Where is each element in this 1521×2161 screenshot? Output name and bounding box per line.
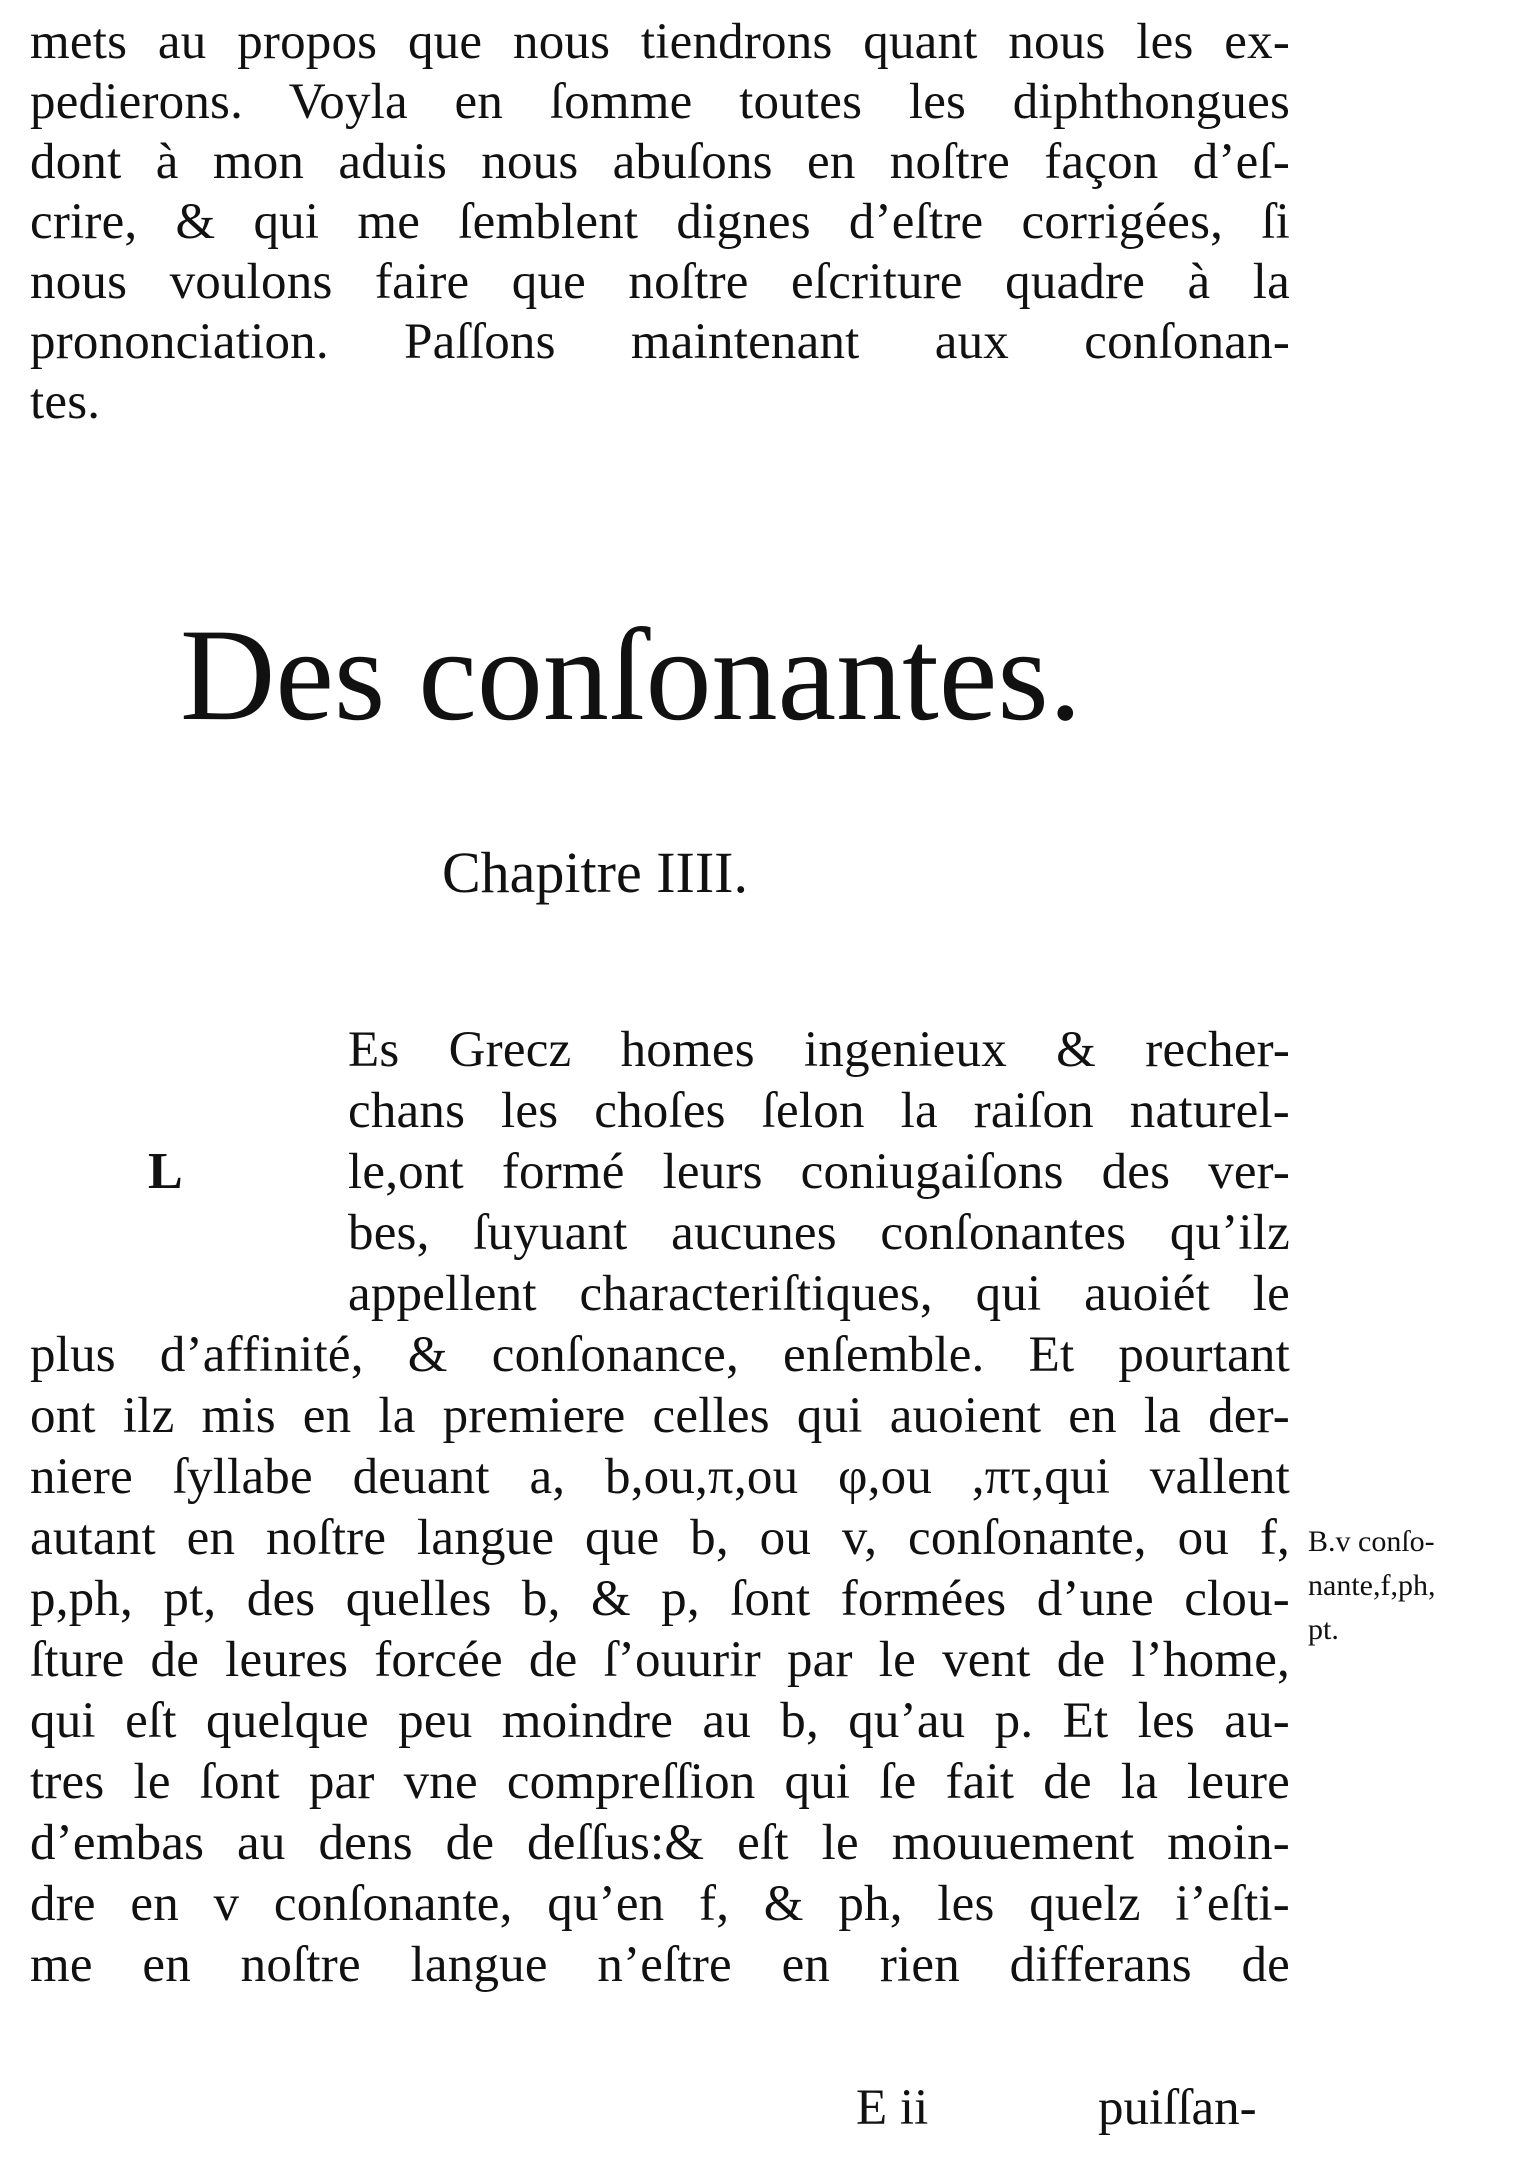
indented-line: chans les choſes ſelon la raiſon naturel- bbox=[348, 1083, 1290, 1139]
chapter-title: Chapitre IIII. bbox=[442, 840, 748, 905]
body-line: ont ilz mis en la premiere celles qui auoient en la der- bbox=[30, 1388, 1290, 1444]
body-line: autant en noſtre langue que b, ou v, conſonante, ou f, bbox=[30, 1510, 1290, 1566]
body-line: dre en v conſonante, qu’en f, & ph, les quelz i’eſti- bbox=[30, 1876, 1290, 1932]
body-line: plus d’affinité, & conſonance, enſemble. Et pourtant bbox=[30, 1327, 1290, 1383]
intro-line: mets au propos que nous tiendrons quant nous les ex- bbox=[30, 14, 1290, 70]
indented-line: le,ont formé leurs coniugaiſons des ver- bbox=[348, 1144, 1290, 1200]
intro-line: dont à mon aduis nous abuſons en noſtre façon d’eſ- bbox=[30, 134, 1290, 190]
intro-line: pedierons. Voyla en ſomme toutes les diphthongues bbox=[30, 74, 1290, 130]
body-line: me en noſtre langue n’eſtre en rien differans de bbox=[30, 1937, 1290, 1993]
section-heading: Des conſonantes. bbox=[180, 601, 1082, 748]
indented-line: bes, ſuyuant aucunes conſonantes qu’ilz bbox=[348, 1205, 1290, 1261]
intro-line: nous voulons faire que noſtre eſcriture quadre à la bbox=[30, 254, 1290, 310]
intro-line: tes. bbox=[30, 374, 101, 430]
indented-line: Es Grecz homes ingenieux & recher- bbox=[348, 1022, 1290, 1078]
signature-mark: E ii bbox=[856, 2080, 929, 2136]
body-line: qui eſt quelque peu moindre au b, qu’au p. Et les au- bbox=[30, 1693, 1290, 1749]
catchword: puiſſan- bbox=[1098, 2080, 1257, 2136]
margin-note-line: nante,f,ph, bbox=[1308, 1569, 1436, 1602]
body-line: ſture de leures forcée de ſ’ouurir par le vent de l’home, bbox=[30, 1632, 1290, 1688]
margin-note bbox=[1308, 1520, 1508, 1652]
margin-note-line: pt. bbox=[1308, 1613, 1339, 1646]
body-line: niere ſyllabe deuant a, b,ou,π,ou φ,ou ,πτ,qui vallent bbox=[30, 1449, 1290, 1505]
margin-note-line: B.v conſo- bbox=[1308, 1525, 1435, 1558]
body-line: tres le ſont par vne compreſſion qui ſe fait de la leure bbox=[30, 1754, 1290, 1810]
drop-cap: L bbox=[148, 1143, 183, 1200]
intro-line: crire, & qui me ſemblent dignes d’eſtre corrigées, ſi bbox=[30, 194, 1290, 250]
indented-line: appellent characteriſtiques, qui auoiét le bbox=[348, 1266, 1290, 1322]
intro-line: prononciation. Paſſons maintenant aux conſonan- bbox=[30, 314, 1290, 370]
body-line: p,ph, pt, des quelles b, & p, ſont formées d’une clou- bbox=[30, 1571, 1290, 1627]
body-line: d’embas au dens de deſſus:& eſt le mouuement moin- bbox=[30, 1815, 1290, 1871]
